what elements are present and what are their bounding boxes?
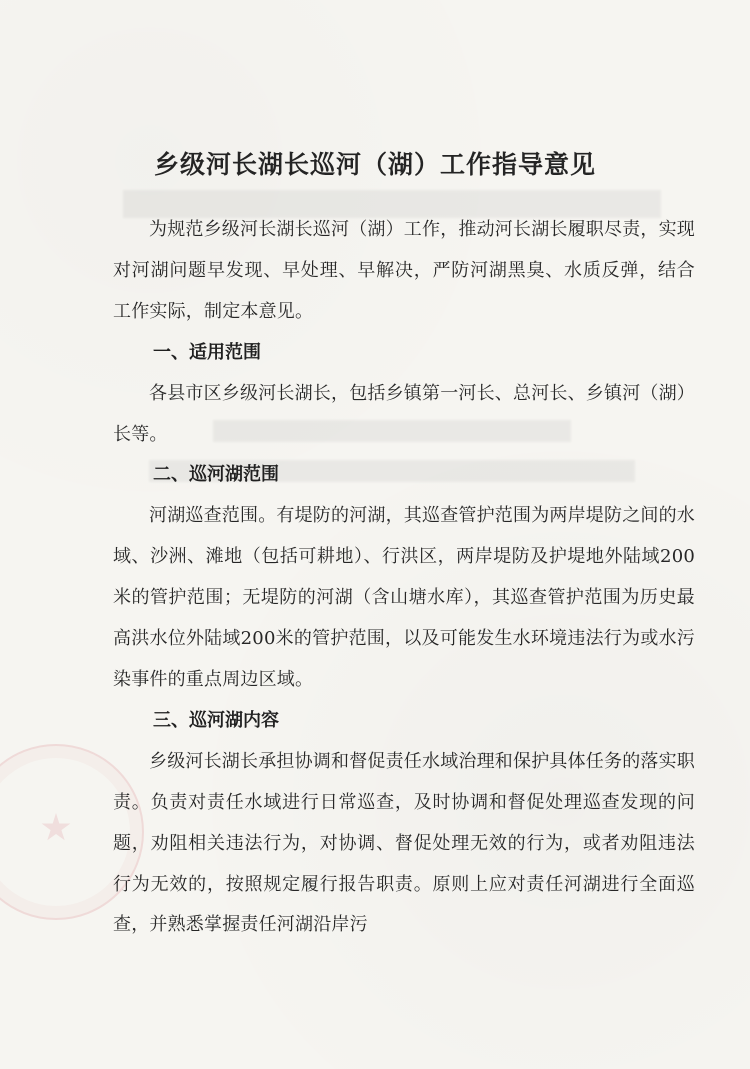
document-title: 乡级河长湖长巡河（湖）工作指导意见 [153,149,596,179]
section-paragraph-scope: 各县市区乡级河长湖长，包括乡镇第一河长、总河长、乡镇河（湖）长等。 [113,382,695,445]
section-heading-patrol-content: 三、巡河湖内容 [153,709,279,731]
document-body [113,210,695,946]
section-paragraph-patrol-content: 乡级河长湖长承担协调和督促责任水域治理和保护具体任务的落实职责。负责对责任水域进行日常巡查，及时协调和督促处理巡查发现的问题，劝阻相关违法行为，对协调、督促处理无效的行为，或者劝阻违法行为无效的，按照规定履行报告职责。原则上应对责任河湖进行全面巡查，并熟悉掌握责任河湖沿岸污 [113,750,695,936]
intro-paragraph: 为规范乡级河长湖长巡河（湖）工作，推动河长湖长履职尽责，实现对河湖问题早发现、早处理、早解决，严防河湖黑臭、水质反弹，结合工作实际，制定本意见。 [113,219,695,322]
section-paragraph-patrol-range: 河湖巡查范围。有堤防的河湖，其巡查管护范围为两岸堤防之间的水域、沙洲、滩地（包括可耕地）、行洪区，两岸堤防及护堤地外陆域200米的管护范围；无堤防的河湖（含山塘水库），其巡查管护范围为历史最高洪水位外陆域200米的管护范围，以及可能发生水环境违法行为或水污染事件的重点周边区域。 [113,505,695,690]
section-heading-scope: 一、适用范围 [153,341,261,363]
section-heading-patrol-range: 二、巡河湖范围 [153,464,279,486]
